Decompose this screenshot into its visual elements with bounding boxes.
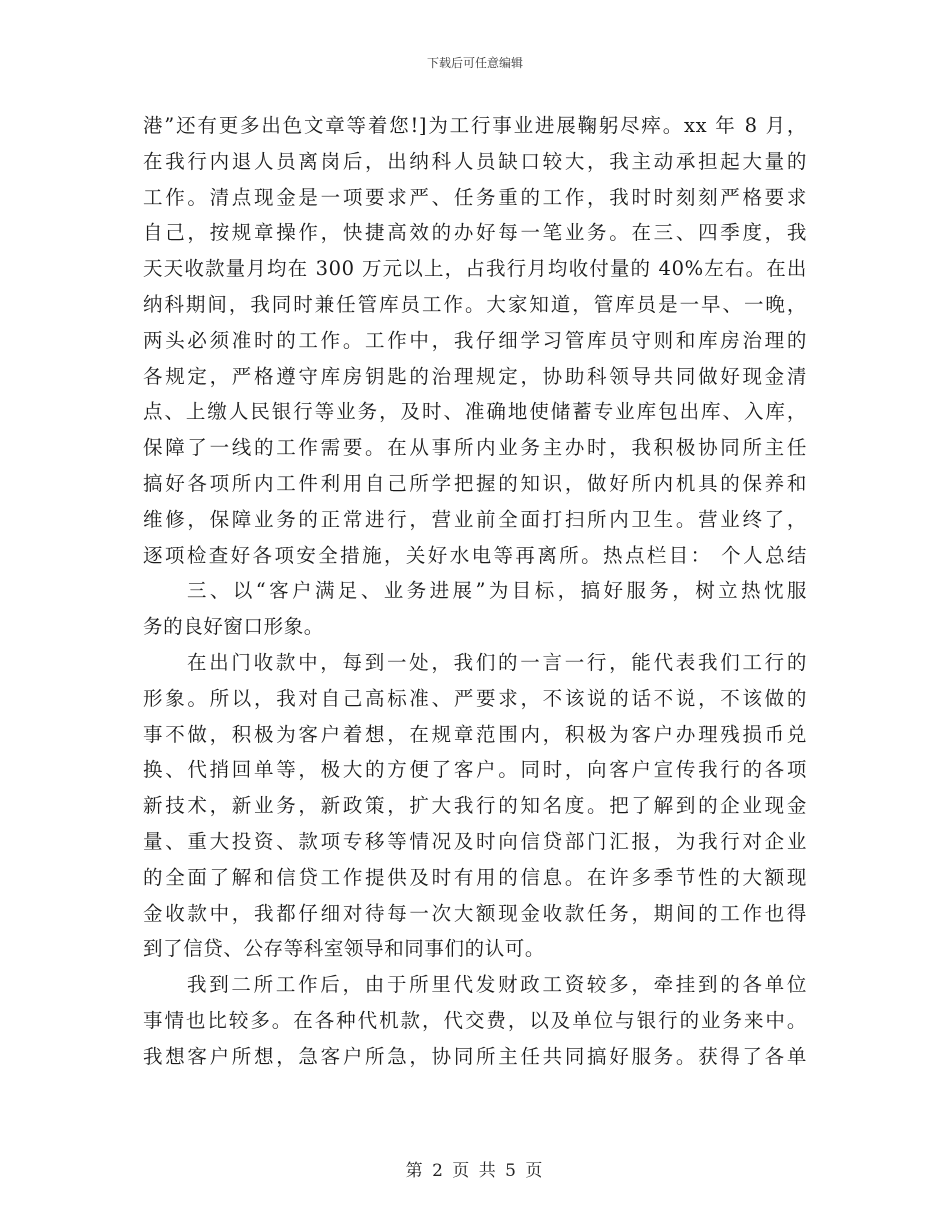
text-line: 工作。清点现金是一项要求严、任务重的工作，我时时刻刻严格要求 [143,185,807,209]
text-line: 在出门收款中，每到一处，我们的一言一行，能代表我们工行的 [187,650,807,674]
text-line: 我到二所工作后，由于所里代发财政工资较多，牵挂到的各单位 [187,973,807,997]
text-line: 两头必须准时的工作。工作中，我仔细学习管库员守则和库房治理的 [143,328,807,352]
text-line: 到了信贷、公存等科室领导和同事们的认可。 [143,937,546,961]
text-line: 的全面了解和信贷工作提供及时有用的信息。在许多季节性的大额现 [143,865,807,889]
text-line: 形象。所以，我对自己高标准、严要求，不该说的话不说，不该做的 [143,686,807,710]
text-line: 新技术，新业务，新政策，扩大我行的知名度。把了解到的企业现金 [143,794,807,818]
text-line: 事不做，积极为客户着想，在规章范围内，积极为客户办理残损币兑 [143,722,807,746]
text-line: 天天收款量月均在 300 万元以上，占我行月均收付量的 40%左右。在出 [143,257,807,281]
text-line: 我想客户所想，急客户所急，协同所主任共同搞好服务。获得了各单 [143,1044,807,1068]
paragraph-3 [143,645,807,967]
text-line: 换、代捎回单等，极大的方便了客户。同时，向客户宣传我行的各项 [143,758,807,782]
text-line: 金收款中，我都仔细对待每一次大额现金收款任务，期间的工作也得 [143,901,807,925]
text-line: 在我行内退人员离岗后，出纳科人员缺口较大，我主动承担起大量的 [143,149,807,173]
text-line: 搞好各项所内工件利用自己所学把握的知识，做好所内机具的保养和 [143,471,807,495]
text-line: 各规定，严格遵守库房钥匙的治理规定，协助科领导共同做好现金清 [143,364,807,388]
text-line: 自己，按规章操作，快捷高效的办好每一笔业务。在三、四季度，我 [143,221,807,245]
text-line: 港”还有更多出色文章等着您!]为工行事业进展鞠躬尽瘁。xx 年 8 月， [143,114,807,137]
text-line: 三、以“客户满足、业务进展”为目标，搞好服务，树立热忱服 [187,579,807,603]
text-line: 点、上缴人民银行等业务，及时、准确地使储蓄专业库包出库、入库， [143,400,807,424]
page-header: 下载后可任意编辑 [426,56,523,70]
text-line: 务的良好窗口形象。 [143,615,324,639]
document-body [143,108,807,1075]
text-line: 逐项检查好各项安全措施，关好水电等再离所。热点栏目： 个人总结 [143,543,807,567]
paragraph-4 [143,967,807,1074]
text-line: 事情也比较多。在各种代机款，代交费，以及单位与银行的业务来中。 [143,1008,807,1032]
paragraph-1 [143,108,807,573]
page-footer: 第 2 页 共 5 页 [405,1161,545,1181]
text-line: 维修，保障业务的正常进行，营业前全面打扫所内卫生。营业终了， [143,507,807,531]
paragraph-2 [143,573,807,645]
text-line: 量、重大投资、款项专移等情况及时向信贷部门汇报，为我行对企业 [143,829,807,853]
text-line: 保障了一线的工作需要。在从事所内业务主办时，我积极协同所主任 [143,436,807,460]
text-line: 纳科期间，我同时兼任管库员工作。大家知道，管库员是一早、一晚， [143,292,807,316]
